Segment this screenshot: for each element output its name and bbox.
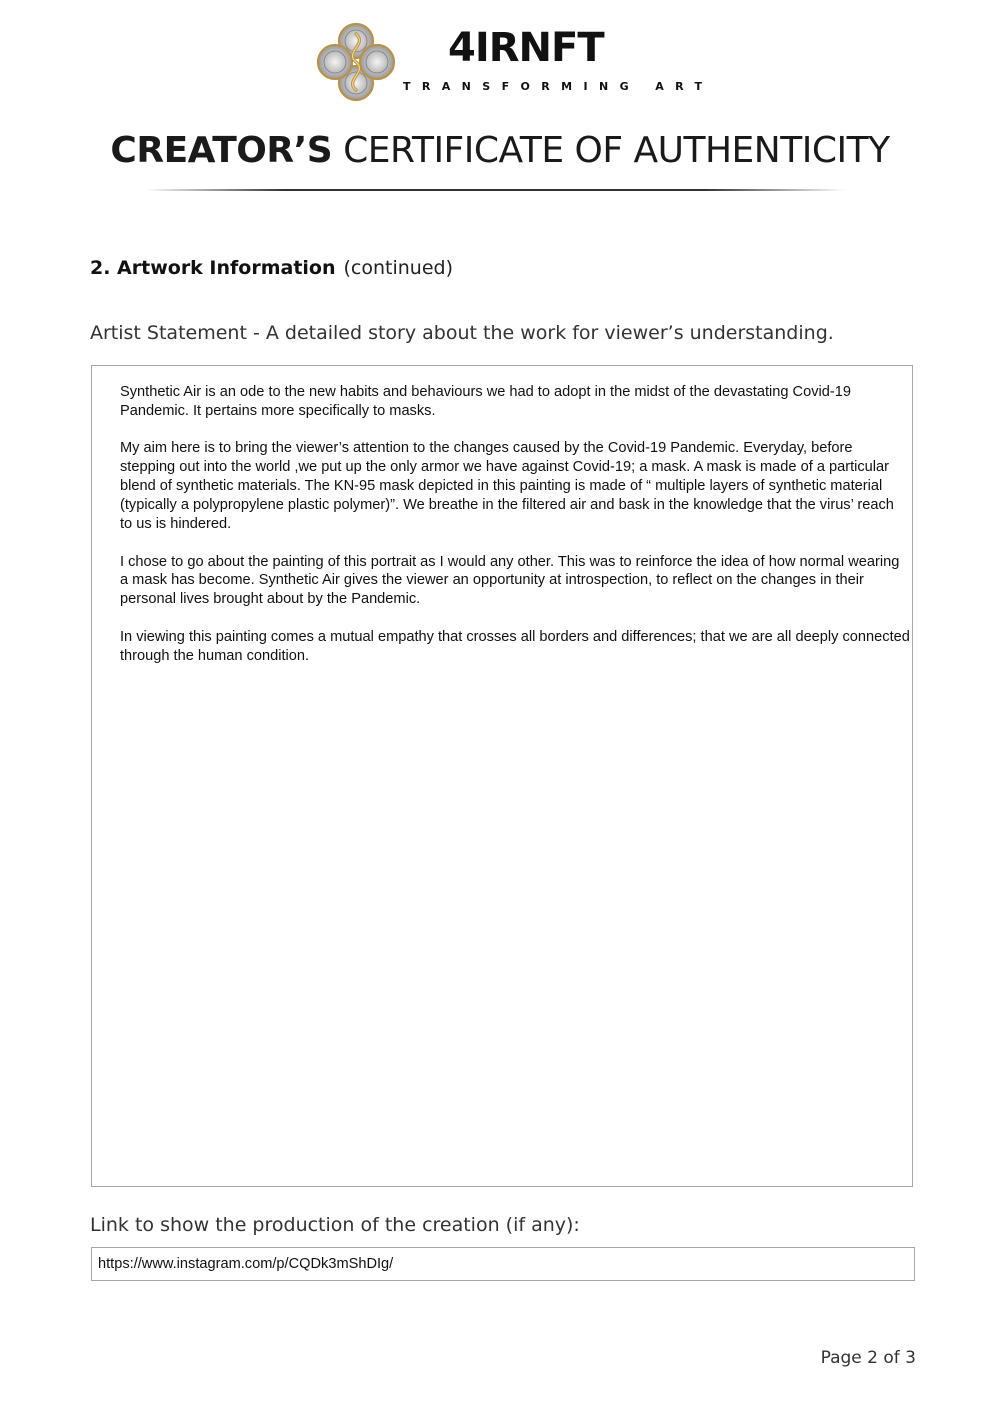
page-title-bold: CREATOR’S xyxy=(110,130,333,171)
section-heading-text: 2. Artwork Information xyxy=(90,257,336,279)
statement-paragraph-2: My aim here is to bring the viewer’s attention to the changes caused by the Covid-19 Pandemic. Everyday, before stepping out into the world ,we put up the only armor we have against Covid-19; a mask. A mask is made of a particular blend of synthetic materials. The KN-95 mask depicted in this painting is made of “ multiple layers of synthetic material (typically a polypropylene plastic polymer)”. We breathe in the filtered air and bask in the knowledge that the virus’ reach to us is hindered. xyxy=(120,440,894,533)
statement-paragraph-3: I chose to go about the painting of this portrait as I would any other. This was to reinforce the idea of how normal wearing a mask has become. Synthetic Air gives the viewer an opportunity at introspection, to reflect on the changes in their personal lives brought about by the Pandemic. xyxy=(120,553,900,608)
statement-paragraph-1: Synthetic Air is an ode to the new habits and behaviours we had to adopt in the midst of the devastating Covid-19 Pandemic. It pertains more specifically to masks. xyxy=(120,384,851,419)
brand-name: 4IRNFT xyxy=(448,25,604,71)
page-title xyxy=(0,130,1000,171)
production-link-value: https://www.instagram.com/p/CQDk3mShDIg/ xyxy=(98,1256,394,1272)
ornate-gold-knot-logo-icon xyxy=(316,22,396,102)
page-title-rest: CERTIFICATE OF AUTHENTICITY xyxy=(343,130,890,171)
artist-statement-text xyxy=(120,383,910,684)
artist-statement-field[interactable] xyxy=(91,365,913,1187)
section-heading xyxy=(90,257,453,279)
production-link-field[interactable] xyxy=(91,1247,915,1281)
brand-tagline: TRANSFORMING ART xyxy=(403,80,714,93)
section-heading-suffix: (continued) xyxy=(343,257,454,279)
artist-statement-label: Artist Statement - A detailed story about the work for viewer’s understanding. xyxy=(90,322,834,344)
page-number: Page 2 of 3 xyxy=(820,1348,916,1368)
statement-paragraph-4: In viewing this painting comes a mutual empathy that crosses all borders and differences; that we are all deeply connected through the human condition. xyxy=(120,628,910,664)
title-divider xyxy=(145,189,845,191)
production-link-label: Link to show the production of the creation (if any): xyxy=(90,1214,580,1236)
